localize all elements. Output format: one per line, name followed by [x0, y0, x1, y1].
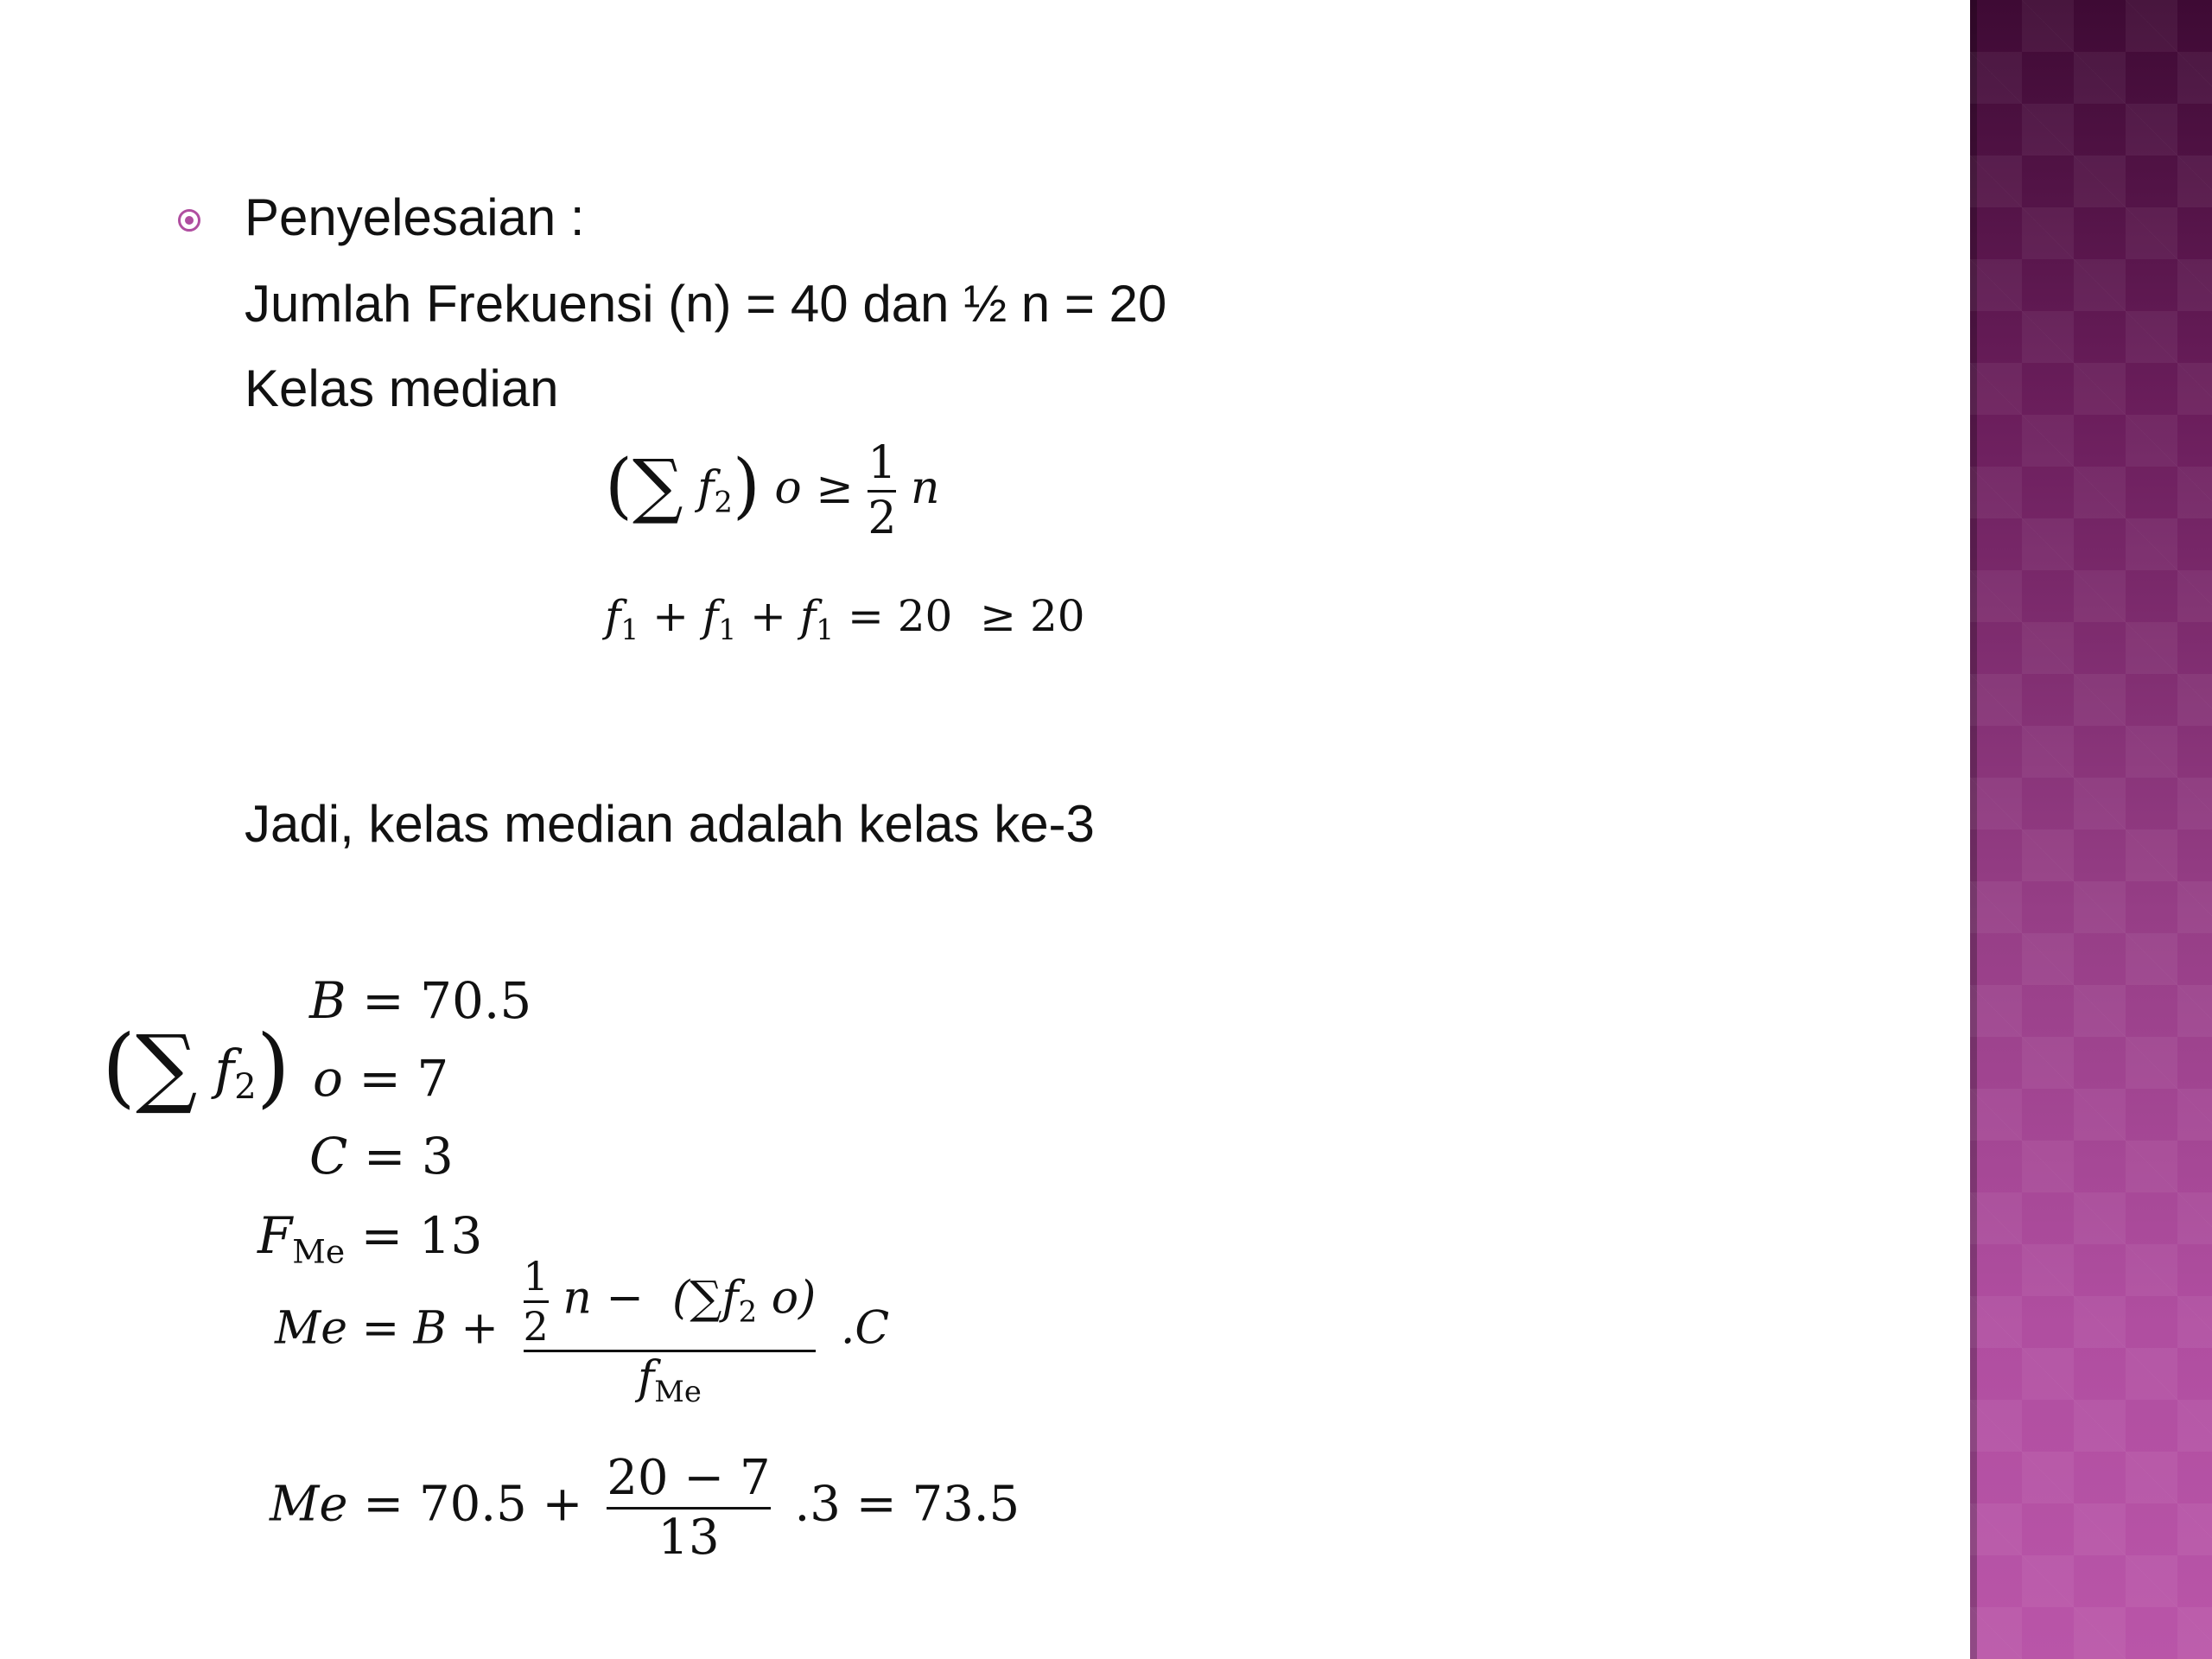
half-numerator: 1: [868, 437, 897, 489]
n-symbol: n: [910, 462, 940, 515]
f3-symbol: f: [799, 591, 817, 641]
median-class-label: Kelas median: [245, 359, 559, 417]
sum-f2-label: [102, 1016, 290, 1117]
median-value: .3 = 73.5: [794, 1476, 1020, 1533]
left-paren: (: [102, 1016, 137, 1117]
plus-symbol: +: [446, 1302, 499, 1355]
median-result: [270, 1452, 1020, 1564]
f2-subscript: 1: [718, 613, 737, 646]
b-value: = 70.5: [362, 971, 532, 1030]
half-fraction: [524, 1255, 549, 1348]
sigma-symbol: ∑: [136, 1016, 198, 1117]
result-fraction: [607, 1452, 770, 1564]
median-denominator: [524, 1354, 817, 1408]
fme-value: = 13: [360, 1206, 483, 1265]
value-c: [309, 1127, 454, 1185]
o-symbol: o: [774, 462, 802, 515]
left-paren: (: [605, 445, 632, 528]
times-c: .C: [840, 1302, 890, 1355]
fme-subscript: Me: [292, 1232, 346, 1271]
c-value: = 3: [363, 1127, 454, 1185]
f-subscript: 2: [234, 1066, 257, 1108]
fme-subscript: Me: [654, 1375, 702, 1409]
f3-subscript: 1: [816, 613, 835, 646]
half-fraction: [868, 439, 896, 543]
total-frequency-line: Jumlah Frekuensi (n) = 40 dan ½ n = 20: [245, 275, 1167, 333]
me-symbol: Me: [270, 1476, 348, 1533]
bullet-icon: [178, 209, 200, 232]
f2-symbol: f: [702, 591, 719, 641]
b-symbol: B: [413, 1302, 447, 1355]
f-symbol: f: [214, 1038, 235, 1101]
o-variable: o: [313, 1049, 343, 1108]
half-numerator: 1: [523, 1253, 549, 1300]
value-o: [313, 1049, 448, 1108]
c-variable: C: [309, 1127, 348, 1185]
right-paren: ): [732, 445, 760, 528]
sidebar-edge: [1970, 0, 1977, 1659]
result-denominator: 13: [658, 1509, 720, 1566]
right-paren: ): [256, 1016, 290, 1117]
o-value: = 7: [359, 1049, 449, 1108]
slide-heading: Penyelesaian :: [245, 188, 585, 246]
equals-symbol: =: [361, 1302, 414, 1355]
f-symbol: f: [721, 1272, 739, 1325]
sum-result: = 20 ≥ 20: [847, 591, 1085, 641]
median-lhs: = 70.5 +: [363, 1476, 583, 1533]
f1-subscript: 1: [620, 613, 639, 646]
plus-symbol: +: [652, 591, 690, 641]
o-symbol: o): [771, 1272, 817, 1325]
median-fraction: [524, 1255, 817, 1408]
f-symbol: f: [637, 1352, 655, 1405]
median-numerator: [524, 1255, 817, 1348]
conclusion-text: Jadi, kelas median adalah kelas ke-3: [245, 795, 1095, 853]
plus-symbol: +: [750, 591, 786, 641]
result-numerator: 20 − 7: [607, 1450, 771, 1506]
numerator-tail: n − (∑: [563, 1272, 722, 1325]
median-formula: [275, 1255, 889, 1408]
cumulative-sum-formula: [605, 591, 1085, 646]
half-denominator: 2: [523, 1302, 549, 1350]
f1-symbol: f: [605, 591, 621, 641]
b-variable: B: [309, 971, 346, 1030]
median-class-inequality: [605, 439, 939, 543]
half-denominator: 2: [868, 493, 897, 545]
fme-variable: F: [257, 1206, 293, 1265]
f-subscript: 2: [714, 485, 733, 519]
sigma-symbol: ∑: [632, 445, 683, 528]
value-b: [309, 971, 531, 1030]
decorative-sidebar: [1970, 0, 2212, 1659]
f-symbol: f: [697, 462, 715, 515]
geq-symbol: ≥: [816, 462, 854, 515]
f-subscript: 2: [738, 1294, 758, 1329]
me-symbol: Me: [275, 1302, 348, 1355]
